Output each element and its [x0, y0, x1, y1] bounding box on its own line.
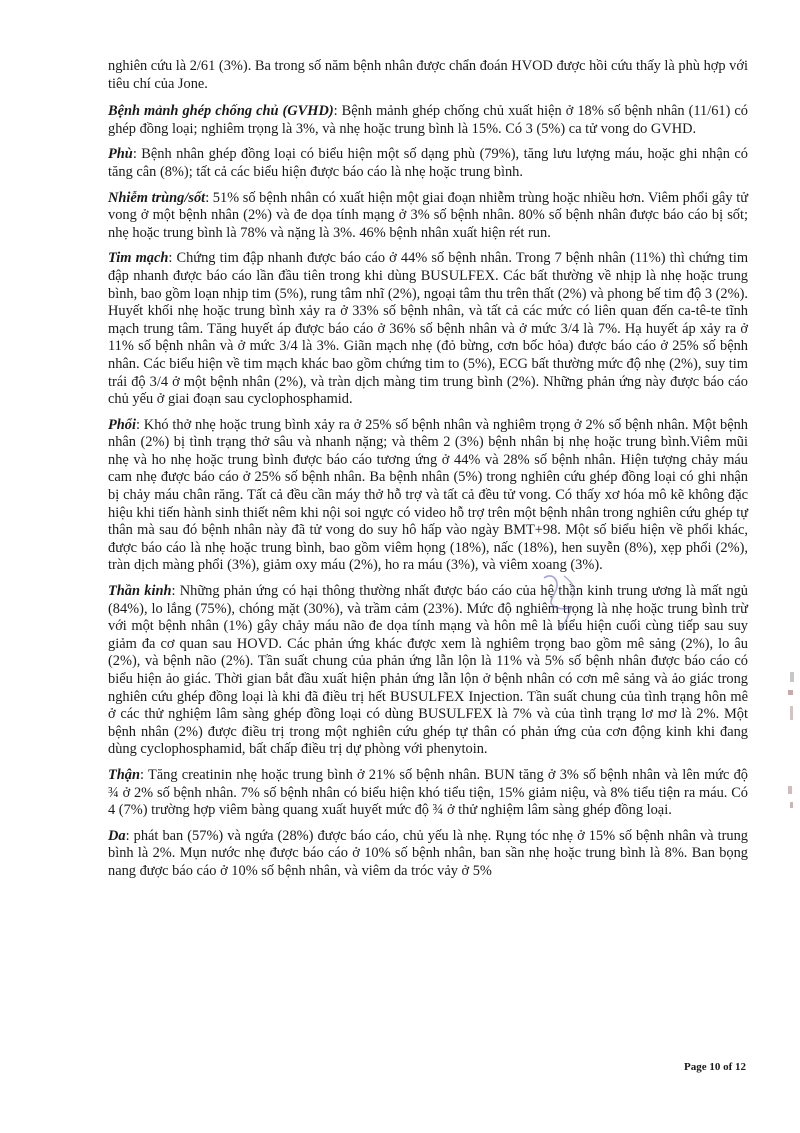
- section-text: : Chứng tim đập nhanh được báo cáo ở 44% số bệnh nhân. Trong 7 bệnh nhân (11%) thì chứng tim đập nhanh được báo cáo lần đầu tiên trong khi dùng BUSULFEX. Các bất thường về nhịp là nhẹ hoặc trung bình, bao gồm loạn nhịp tim (5%), rung tâm nhĩ (2%), ngoại tâm thu trên thất (2%) và phong bế tim độ 3 (2%). Huyết khối nhẹ hoặc trung bình xảy ra ở 33% số bệnh nhân, và tất cả các mức có liên quan đến ca-tê-te tĩnh mạch trung tâm. Tăng huyết áp được báo cáo ở 36% số bệnh nhân và ở mức 3/4 là 7%. Hạ huyết áp xảy ra ở 11% số bệnh nhân và ở mức 3/4 là 3%. Giãn mạch nhẹ (đỏ bừng, cơn bốc hỏa) được báo cáo ở 25% số bệnh nhân. Các biểu hiện về tim mạch khác bao gồm chứng tim to (5%), ECG bất thường mức độ nhẹ (2%), suy tim trái độ 3/4 ở một bệnh nhân (2%), và tràn dịch màng tim trung bình (2%). Những phản ứng này được báo cáo chủ yếu ở giai đoạn sau cyclophosphamid.: [108, 250, 749, 408]
- scan-edge-mark: [790, 802, 793, 808]
- scan-edge-mark: [788, 786, 792, 794]
- section-tim-mach: [108, 250, 748, 408]
- section-heading: Thần kinh: [108, 583, 172, 600]
- section-text: : 51% số bệnh nhân có xuất hiện một giai đoạn nhiễm trùng hoặc nhiều hơn. Viêm phổi gây tử vong ở một bệnh nhân (2%) và đe dọa tính mạng ở 3% số bệnh nhân. 80% số bệnh nhân được báo cáo bị sốt; nhẹ hoặc trung bình là 78% và nặng là 3%. 46% bệnh nhân xuất hiện rét run.: [108, 189, 748, 241]
- section-text: : Khó thở nhẹ hoặc trung bình xảy ra ở 25% số bệnh nhân và nghiêm trọng ở 2% số bệnh nhân. Một bệnh nhân (2%) bị tình trạng thở sâu và nhanh nặng; và thêm 2 (3%) bệnh nhân bị nhẹ hoặc trung bình.Viêm mũi nhẹ và ho nhẹ hoặc trung bình được báo cáo tương ứng ở 44% và 28% số bệnh nhân. Hiện tượng chảy máu cam nhẹ được báo cáo ở 25% số bệnh nhân. Ba bệnh nhân (5%) trong nghiên cứu ghép đồng loại có ghi nhận bị chảy máu chân răng. Tất cả đều cần máy thở hỗ trợ và tất cả đều tử vong. Có thấy xơ hóa mô kẽ không đặc hiệu khi tiến hành sinh thiết nêm khi nội soi ngực có video hỗ trợ trên một bệnh nhân trong nghiên cứu ghép tự thân mà sau đó bệnh nhân này đã tử vong do suy hô hấp vào ngày BMT+98. Một số biểu hiện về phổi khác, được báo cáo là nhẹ hoặc trung bình, bao gồm viêm họng (18%), nấc (18%), hen suyễn (8%), xẹp phổi (2%), tràn dịch màng phổi (3%), giảm oxy máu (2%), ho ra máu (3%), và viêm xoang (3%).: [108, 416, 748, 574]
- intro-paragraph: nghiên cứu là 2/61 (3%). Ba trong số năm bệnh nhân được chẩn đoán HVOD được hồi cứu thấy là phù hợp với tiêu chí của Jone.: [108, 58, 748, 92]
- section-heading: Thận: [108, 766, 140, 783]
- section-than-kinh: [108, 583, 748, 759]
- section-gvhd: [108, 103, 748, 138]
- section-text: : Bệnh mảnh ghép chống chủ xuất hiện ở 18% số bệnh nhân (11/61) có ghép đồng loại; nghiêm trọng là 3%, và nhẹ hoặc trung bình là 15%. Có 3 (5%) ca tử vong do GVHD.: [108, 103, 749, 137]
- document-body: [108, 58, 748, 889]
- section-text: : Những phản ứng có hại thông thường nhất được báo cáo của hệ thần kinh trung ương là mất ngủ (84%), lo lắng (75%), chóng mặt (30%), và trầm cảm (23%). Mức độ nghiêm trọng là nhẹ hoặc trung bình trừ với một bệnh nhân (1%) gây chảy máu não đe dọa tính mạng và hôn mê là biểu hiện cuối cùng tiếp sau suy giảm đa cơ quan sau HOVD. Các phản ứng khác được xem là nghiêm trọng bao gồm mê sảng (2%), lo âu (2%), và bệnh não (2%). Tần suất chung của phản ứng lẫn lộn là 11% và 5% số bệnh nhân được báo cáo có biểu hiện ảo giác. Thời gian bắt đầu xuất hiện phản ứng lẫn lộn ở bệnh nhân có cơn mê sảng và ảo giác trong nghiên cứu ghép đồng loại là khi đã điều trị hết BUSULFEX Injection. Tần suất chung của tình trạng hôn mê ở các thử nghiệm lâm sàng ghép đồng loại có dùng BUSULFEX là 7% và của tình trạng lơ mơ là 2%. Một bệnh nhân (2%) được điều trị trong một nghiên cứu ghép tự thân có phản ứng của cơn động kinh khi đang dùng cyclophosphamid, bất chấp điều trị dự phòng với phenytoin.: [108, 583, 748, 758]
- scan-edge-mark: [788, 690, 793, 695]
- signature-stamp: [538, 570, 584, 632]
- section-heading: Tim mạch: [108, 250, 169, 267]
- section-text: : phát ban (57%) và ngứa (28%) được báo cáo, chủ yếu là nhẹ. Rụng tóc nhẹ ở 15% số bệnh nhân và trung bình là 2%. Mụn nước nhẹ được báo cáo ở 10% số bệnh nhân, ban sần nhẹ hoặc trung bình là 8%. Ban bọng nang được báo cáo ở 10% số bệnh nhân, và viêm da tróc vảy ở 5%: [108, 827, 748, 879]
- scan-edge-mark: [790, 706, 793, 720]
- section-heading: Da: [108, 827, 126, 844]
- section-nhiem-trung: [108, 190, 748, 243]
- section-da: [108, 828, 748, 881]
- section-heading: Phổi: [108, 416, 136, 433]
- section-heading: Bệnh mảnh ghép chống chủ (GVHD): [108, 103, 334, 120]
- page-number: Page 10 of 12: [683, 1061, 746, 1073]
- section-text: : Bệnh nhân ghép đồng loại có biểu hiện một số dạng phù (79%), tăng lưu lượng máu, hoặc ghi nhận có tăng cân (8%); tất cả các biểu hiện được báo cáo là nhẹ hoặc trung bình.: [108, 146, 748, 180]
- section-phoi: [108, 417, 748, 575]
- section-phu: [108, 146, 748, 181]
- section-heading: Phù: [108, 146, 133, 163]
- section-than: [108, 767, 748, 820]
- scan-edge-mark: [790, 672, 794, 682]
- section-heading: Nhiễm trùng/sốt: [108, 189, 206, 206]
- section-text: : Tăng creatinin nhẹ hoặc trung bình ở 21% số bệnh nhân. BUN tăng ở 3% số bệnh nhân và lên mức độ ¾ ở 2% số bệnh nhân. 7% số bệnh nhân có biểu hiện khó tiểu tiện, 15% giảm niệu, và 8% tiểu tiện ra máu. Có 4 (7%) trường hợp viêm bàng quang xuất huyết mức độ ¾ ở thử nghiệm lâm sàng ghép đồng loại.: [108, 766, 748, 819]
